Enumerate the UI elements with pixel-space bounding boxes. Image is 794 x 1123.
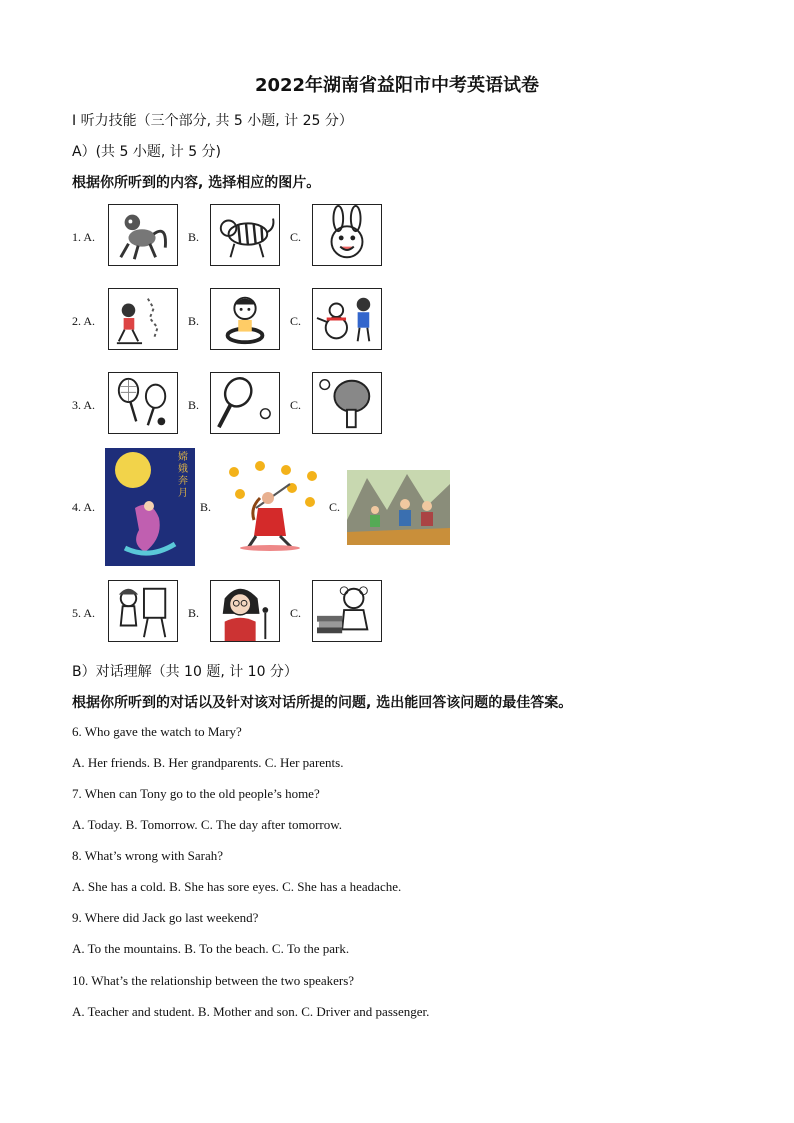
badminton-icon[interactable] [108,372,178,434]
ping-pong-icon[interactable] [312,372,382,434]
option-b-label: B. [188,314,200,328]
question-label: 5. A. [72,606,96,620]
poster-caption: 嫦娥奔月 [178,452,188,499]
question-label: 2. A. [72,314,96,328]
answer-options-7: A. Today. B. Tomorrow. C. The day after tomorrow. [72,817,343,832]
tiger-icon[interactable] [210,204,280,266]
page-title: 2022年湖南省益阳市中考英语试卷 [254,75,540,96]
answer-options-8: A. She has a cold. B. She has sore eyes. C. She has a headache. [72,879,402,894]
boy-snowman-icon[interactable] [312,288,382,350]
question-row-2 [72,288,492,358]
boy-swimming-icon[interactable] [210,288,280,350]
girl-painting-icon[interactable] [108,580,178,642]
question-row-5 [72,580,492,650]
girl-singing-icon[interactable] [210,580,280,642]
question-7: 7. When can Tony go to the old people’s home? [72,786,320,801]
option-b-label: B. [200,500,212,514]
boy-skating-icon[interactable] [108,288,178,350]
question-8: 8. What’s wrong with Sarah? [72,848,224,863]
answer-options-10: A. Teacher and student. B. Mother and son. C. Driver and passenger. [72,1004,430,1019]
option-c-label: C. [290,606,302,620]
question-row-4 [72,448,492,568]
houyi-suns-icon[interactable] [220,458,326,552]
question-row-1 [72,204,492,274]
option-b-label: B. [188,398,200,412]
answer-options-9: A. To the mountains. B. To the beach. C. To the park. [72,941,350,956]
part-heading: I 听力技能（三个部分, 共 5 小题, 计 25 分） [72,113,353,129]
section-a-instruction: 根据你所听到的内容, 选择相应的图片。 [72,175,321,191]
option-c-label: C. [329,500,341,514]
answer-options-6: A. Her friends. B. Her grandparents. C. Her parents. [72,755,344,770]
question-label: 1. A. [72,230,96,244]
girl-reading-icon[interactable] [312,580,382,642]
rabbit-icon[interactable] [312,204,382,266]
yugong-mountain-icon[interactable] [347,470,450,545]
section-b-heading: B）对话理解（共 10 题, 计 10 分） [72,664,298,680]
question-label: 4. A. [72,500,96,514]
section-b-instruction: 根据你所听到的对话以及针对该对话所提的问题, 选出能回答该问题的最佳答案。 [72,695,573,711]
option-c-label: C. [290,230,302,244]
question-6: 6. Who gave the watch to Mary? [72,724,242,739]
option-b-label: B. [188,606,200,620]
option-c-label: C. [290,314,302,328]
question-label: 3. A. [72,398,96,412]
question-10: 10. What’s the relationship between the two speakers? [72,973,355,988]
question-9: 9. Where did Jack go last weekend? [72,910,259,925]
option-b-label: B. [188,230,200,244]
monkey-icon[interactable] [108,204,178,266]
question-row-3 [72,372,492,442]
tennis-icon[interactable] [210,372,280,434]
section-a-heading: A）(共 5 小题, 计 5 分) [72,144,222,160]
change-moon-icon[interactable] [105,448,195,566]
option-c-label: C. [290,398,302,412]
